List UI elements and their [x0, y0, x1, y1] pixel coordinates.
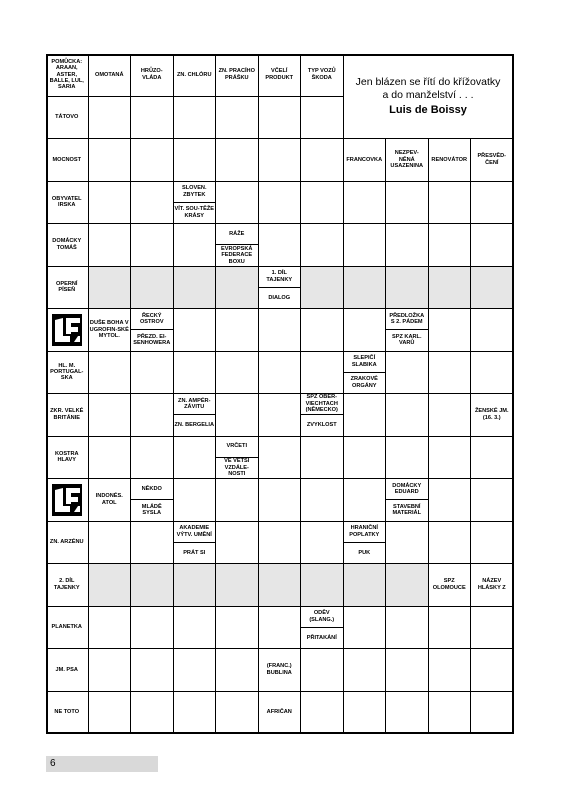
- brand-logo-icon: [46, 479, 89, 522]
- answer-cell[interactable]: [386, 352, 429, 395]
- clue-text: ODĚV (SLANG.): [309, 610, 335, 623]
- answer-cell[interactable]: [89, 522, 132, 565]
- answer-cell[interactable]: [131, 649, 174, 692]
- secret-answer-cell[interactable]: [216, 267, 259, 310]
- answer-cell[interactable]: [429, 352, 472, 395]
- row-clue-cell: [46, 139, 89, 182]
- answer-cell[interactable]: [344, 649, 387, 692]
- answer-cell[interactable]: [344, 692, 387, 735]
- row-clue-cell: [46, 649, 89, 692]
- answer-cell[interactable]: [471, 522, 514, 565]
- answer-cell[interactable]: [131, 224, 174, 267]
- clue-text: FRANCOVKA: [346, 156, 383, 163]
- answer-cell[interactable]: [89, 394, 132, 437]
- clue-cell: [301, 607, 344, 650]
- answer-cell[interactable]: [429, 479, 472, 522]
- answer-cell[interactable]: [471, 607, 514, 650]
- answer-cell[interactable]: [174, 437, 217, 480]
- answer-cell[interactable]: [471, 479, 514, 522]
- page-number: 6: [50, 758, 56, 769]
- quote-line: Jen blázen se řítí do křížovatky: [355, 75, 501, 88]
- clue-text: TÁTOVO: [55, 114, 79, 121]
- answer-cell[interactable]: [174, 692, 217, 735]
- answer-cell[interactable]: [301, 649, 344, 692]
- secret-answer-cell[interactable]: [386, 564, 429, 607]
- clue-text: SPZ OBER-VIECHTACH (NĚMECKO): [305, 394, 338, 414]
- clue-text: INDONÉS. ATOL: [95, 493, 123, 506]
- answer-cell[interactable]: [216, 182, 259, 225]
- clue-text: STAVEBNÍ MATERIÁL: [386, 499, 428, 520]
- clue-cell: [429, 139, 472, 182]
- answer-cell[interactable]: [259, 394, 302, 437]
- answer-cell[interactable]: [301, 309, 344, 352]
- answer-cell[interactable]: [216, 352, 259, 395]
- answer-cell[interactable]: [429, 309, 472, 352]
- clue-text: PŘITAKÁNÍ: [301, 627, 343, 648]
- column-clue-cell: [131, 54, 174, 97]
- clue-cell: [471, 139, 514, 182]
- clue-text: DIALOG: [259, 287, 301, 308]
- answer-cell[interactable]: [301, 479, 344, 522]
- answer-cell[interactable]: [174, 607, 217, 650]
- clue-text: PŘEZD. EI-SENHOWERA: [131, 329, 173, 350]
- answer-cell[interactable]: [386, 182, 429, 225]
- secret-answer-cell[interactable]: [89, 564, 132, 607]
- clue-text: NE TOTO: [54, 709, 80, 716]
- clue-cell: [259, 692, 302, 735]
- secret-answer-cell[interactable]: [344, 267, 387, 310]
- clue-text: OMOTANÁ: [95, 71, 124, 78]
- answer-cell[interactable]: [301, 224, 344, 267]
- secret-answer-cell[interactable]: [131, 564, 174, 607]
- clue-text: NĚKDO: [141, 485, 162, 492]
- row-clue-cell: [46, 224, 89, 267]
- answer-cell[interactable]: [386, 394, 429, 437]
- answer-cell[interactable]: [386, 692, 429, 735]
- clue-text: ZKR. VELKÉ BRITÁNIE: [50, 408, 84, 421]
- clue-text: ZN. AMPÉR-ZÁVITU: [178, 397, 211, 411]
- secret-answer-cell[interactable]: [89, 267, 132, 310]
- secret-answer-cell[interactable]: [174, 267, 217, 310]
- clue-text: ZN. CHLÓRU: [177, 71, 212, 78]
- answer-cell[interactable]: [259, 139, 302, 182]
- answer-cell[interactable]: [301, 139, 344, 182]
- clue-text: NEZPEV-NĚNÁ USAZENINA: [390, 150, 424, 169]
- clue-text: EVROPSKÁ FEDERACE BOXU: [216, 244, 258, 265]
- answer-cell[interactable]: [301, 437, 344, 480]
- answer-cell[interactable]: [259, 352, 302, 395]
- secret-answer-cell[interactable]: [344, 564, 387, 607]
- answer-cell[interactable]: [471, 437, 514, 480]
- secret-answer-cell[interactable]: [471, 267, 514, 310]
- answer-cell[interactable]: [429, 394, 472, 437]
- answer-cell[interactable]: [471, 692, 514, 735]
- secret-answer-cell[interactable]: [429, 267, 472, 310]
- answer-cell[interactable]: [301, 182, 344, 225]
- column-clue-cell: [259, 54, 302, 97]
- crossword-grid: [46, 54, 514, 734]
- clue-text: ZRAKOVÉ ORGÁNY: [344, 372, 386, 393]
- answer-cell[interactable]: [259, 607, 302, 650]
- answer-cell[interactable]: [216, 522, 259, 565]
- clue-cell: [216, 437, 259, 480]
- answer-cell[interactable]: [301, 692, 344, 735]
- secret-answer-cell[interactable]: [131, 267, 174, 310]
- answer-cell[interactable]: [471, 649, 514, 692]
- answer-cell[interactable]: [344, 182, 387, 225]
- answer-cell[interactable]: [174, 309, 217, 352]
- clue-text: ZN. PRACÍHO PRÁŠKU: [218, 68, 255, 81]
- clue-text: VE VĚTŠÍ VZDÁLE-NOSTI: [216, 457, 258, 478]
- clue-text: DOMÁCKY TOMÁŠ: [52, 238, 82, 251]
- clue-text: PŘEDLOŽKA S 2. PÁDEM: [389, 312, 425, 326]
- answer-cell[interactable]: [216, 692, 259, 735]
- clue-text: RÁŽE: [229, 230, 245, 237]
- answer-cell[interactable]: [89, 437, 132, 480]
- clue-cell: [259, 649, 302, 692]
- answer-cell[interactable]: [301, 97, 344, 140]
- column-clue-cell: [174, 54, 217, 97]
- clue-cell: [429, 564, 472, 607]
- clue-cell: [174, 394, 217, 437]
- clue-text: MLÁDĚ SYSLA: [131, 499, 173, 520]
- answer-cell[interactable]: [216, 607, 259, 650]
- answer-cell[interactable]: [386, 224, 429, 267]
- answer-cell[interactable]: [131, 139, 174, 182]
- answer-cell[interactable]: [89, 182, 132, 225]
- answer-cell[interactable]: [89, 607, 132, 650]
- secret-answer-cell[interactable]: [386, 267, 429, 310]
- clue-text: DUŠE BOHA V UGROFIN-SKÉ MYTOL.: [89, 320, 129, 339]
- clue-text: POMŮCKA: ARAAN, ASTER, BALLE, LUL, SARIA: [49, 58, 84, 91]
- column-clue-cell: [46, 54, 89, 97]
- answer-cell[interactable]: [89, 224, 132, 267]
- answer-cell[interactable]: [131, 692, 174, 735]
- answer-cell[interactable]: [344, 394, 387, 437]
- row-clue-cell: [46, 267, 89, 310]
- row-clue-cell: [46, 394, 89, 437]
- clue-text: ZVYKLOST: [301, 414, 343, 435]
- row-clue-cell: [46, 97, 89, 140]
- answer-cell[interactable]: [131, 437, 174, 480]
- answer-cell[interactable]: [429, 182, 472, 225]
- clue-cell: [89, 309, 132, 352]
- clue-text: VÍT. SOU-TĚŽE KRÁSY: [174, 202, 216, 223]
- answer-cell[interactable]: [131, 607, 174, 650]
- column-clue-cell: [301, 54, 344, 97]
- clue-text: SLEPIČÍ SLABIKA: [351, 355, 377, 368]
- clue-cell: [344, 352, 387, 395]
- clue-text: PLANETKA: [51, 624, 82, 631]
- clue-text: RENOVÁTOR: [431, 156, 468, 163]
- answer-cell[interactable]: [131, 352, 174, 395]
- clue-text: HRŮZO-VLÁDA: [140, 68, 163, 81]
- answer-cell[interactable]: [89, 649, 132, 692]
- clue-cell: [301, 394, 344, 437]
- answer-cell[interactable]: [174, 479, 217, 522]
- clue-text: KOSTRA HLAVY: [54, 450, 79, 464]
- clue-cell: [174, 182, 217, 225]
- answer-cell[interactable]: [429, 224, 472, 267]
- answer-cell[interactable]: [174, 224, 217, 267]
- secret-answer-cell[interactable]: [174, 564, 217, 607]
- clue-cell: [131, 309, 174, 352]
- clue-cell: [471, 564, 514, 607]
- row-clue-cell: [46, 182, 89, 225]
- clue-text: SPZ KARL. VARŮ: [386, 329, 428, 350]
- answer-cell[interactable]: [429, 607, 472, 650]
- clue-cell: [471, 394, 514, 437]
- clue-text: ŽENSKÉ JM. (16. 3.): [474, 408, 509, 421]
- column-clue-cell: [89, 54, 132, 97]
- answer-cell[interactable]: [429, 649, 472, 692]
- clue-text: AKADEMIE VÝTV. UMĚNÍ: [176, 525, 212, 538]
- row-clue-cell: [46, 607, 89, 650]
- clue-text: PUK: [344, 542, 386, 563]
- answer-cell[interactable]: [89, 139, 132, 182]
- answer-cell[interactable]: [471, 182, 514, 225]
- clue-text: OBYVATEL IRSKA: [51, 195, 82, 209]
- answer-cell[interactable]: [89, 692, 132, 735]
- clue-text: ZN. ARZÉNU: [49, 539, 84, 546]
- answer-cell[interactable]: [216, 97, 259, 140]
- clue-text: DOMÁCKY EDUARD: [392, 482, 422, 496]
- clue-cell: [344, 522, 387, 565]
- answer-cell[interactable]: [216, 139, 259, 182]
- clue-cell: [386, 479, 429, 522]
- clue-text: PŘESVĚD-ČENÍ: [477, 153, 507, 166]
- answer-cell[interactable]: [174, 352, 217, 395]
- clue-cell: [386, 309, 429, 352]
- clue-text: HL. M. PORTUGAL-SKA: [50, 362, 84, 382]
- clue-text: TYP VOZŮ ŠKODA: [307, 68, 336, 81]
- answer-cell[interactable]: [386, 437, 429, 480]
- clue-cell: [216, 224, 259, 267]
- answer-cell[interactable]: [174, 649, 217, 692]
- answer-cell[interactable]: [216, 479, 259, 522]
- answer-cell[interactable]: [89, 97, 132, 140]
- answer-cell[interactable]: [259, 437, 302, 480]
- clue-text: 1. DÍL TAJENKY: [266, 270, 293, 283]
- row-clue-cell: [46, 437, 89, 480]
- answer-cell[interactable]: [216, 394, 259, 437]
- page-footer-bar: [46, 756, 158, 772]
- answer-cell[interactable]: [344, 309, 387, 352]
- clue-text: AFRIČAN: [266, 709, 292, 716]
- answer-cell[interactable]: [471, 352, 514, 395]
- row-clue-cell: [46, 522, 89, 565]
- answer-cell[interactable]: [386, 649, 429, 692]
- clue-cell: [259, 267, 302, 310]
- answer-cell[interactable]: [131, 394, 174, 437]
- answer-cell[interactable]: [131, 522, 174, 565]
- secret-answer-cell[interactable]: [301, 267, 344, 310]
- answer-cell[interactable]: [131, 182, 174, 225]
- answer-cell[interactable]: [301, 522, 344, 565]
- answer-cell[interactable]: [386, 607, 429, 650]
- quote-box: [344, 54, 514, 139]
- clue-text: ZN. BERGELIA: [174, 414, 216, 435]
- answer-cell[interactable]: [174, 139, 217, 182]
- answer-cell[interactable]: [429, 522, 472, 565]
- clue-text: (FRANC.) BUBLINA: [266, 663, 292, 676]
- clue-cell: [89, 479, 132, 522]
- answer-cell[interactable]: [216, 309, 259, 352]
- answer-cell[interactable]: [259, 522, 302, 565]
- clue-text: JM. PSA: [55, 666, 78, 673]
- clue-text: SPZ OLOMOUCE: [432, 578, 466, 591]
- quote-line: a do manželství . . .: [382, 89, 474, 101]
- answer-cell[interactable]: [259, 309, 302, 352]
- answer-cell[interactable]: [259, 97, 302, 140]
- clue-text: VRČETI: [226, 443, 247, 450]
- clue-text: HRANIČNÍ POPLATKY: [349, 525, 380, 538]
- clue-text: 2. DÍL TAJENKY: [53, 578, 80, 591]
- answer-cell[interactable]: [471, 309, 514, 352]
- brand-logo-icon: [46, 309, 89, 352]
- answer-cell[interactable]: [471, 224, 514, 267]
- answer-cell[interactable]: [259, 479, 302, 522]
- secret-answer-cell[interactable]: [216, 564, 259, 607]
- row-clue-cell: [46, 352, 89, 395]
- row-clue-cell: [46, 564, 89, 607]
- answer-cell[interactable]: [216, 649, 259, 692]
- answer-cell[interactable]: [344, 437, 387, 480]
- secret-answer-cell[interactable]: [301, 564, 344, 607]
- answer-cell[interactable]: [386, 522, 429, 565]
- clue-cell: [131, 479, 174, 522]
- clue-cell: [174, 522, 217, 565]
- answer-cell[interactable]: [174, 97, 217, 140]
- clue-cell: [344, 139, 387, 182]
- row-clue-cell: [46, 692, 89, 735]
- answer-cell[interactable]: [131, 97, 174, 140]
- answer-cell[interactable]: [301, 352, 344, 395]
- answer-cell[interactable]: [259, 182, 302, 225]
- column-clue-cell: [216, 54, 259, 97]
- clue-text: MOCNOST: [52, 156, 82, 163]
- clue-text: NÁZEV HLÁSKY Z: [477, 578, 506, 591]
- answer-cell[interactable]: [429, 437, 472, 480]
- quote-author: Luis de Boissy: [389, 104, 467, 117]
- answer-cell[interactable]: [344, 479, 387, 522]
- answer-cell[interactable]: [259, 224, 302, 267]
- clue-text: OPERNÍ PÍSEŇ: [56, 280, 78, 294]
- secret-answer-cell[interactable]: [259, 564, 302, 607]
- clue-text: VČELÍ PRODUKT: [265, 68, 294, 81]
- clue-text: PRÁT SI: [174, 542, 216, 563]
- clue-text: ŘECKÝ OSTROV: [139, 312, 164, 326]
- answer-cell[interactable]: [429, 692, 472, 735]
- clue-cell: [386, 139, 429, 182]
- answer-cell[interactable]: [344, 224, 387, 267]
- answer-cell[interactable]: [344, 607, 387, 650]
- clue-text: SLOVEN. ZBYTEK: [181, 185, 207, 198]
- answer-cell[interactable]: [89, 352, 132, 395]
